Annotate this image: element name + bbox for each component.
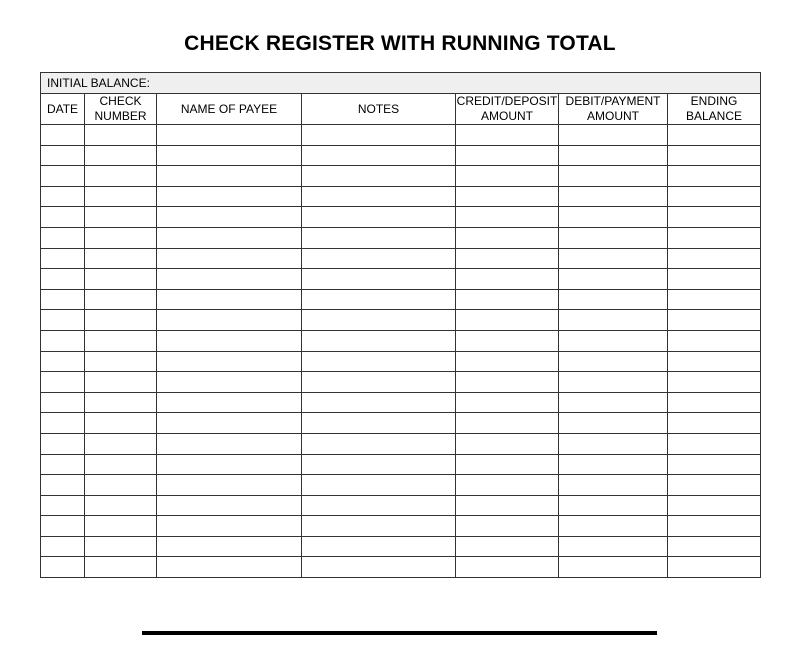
debit-cell[interactable] bbox=[559, 289, 668, 310]
table-row bbox=[41, 475, 761, 496]
notes-cell[interactable] bbox=[302, 207, 456, 228]
payee-cell[interactable] bbox=[157, 351, 302, 372]
table-row bbox=[41, 269, 761, 290]
column-header-name-of-payee bbox=[157, 94, 302, 125]
date-cell[interactable] bbox=[41, 125, 85, 146]
debit-cell[interactable] bbox=[559, 413, 668, 434]
payee-cell[interactable] bbox=[157, 330, 302, 351]
table-row bbox=[41, 433, 761, 454]
credit-cell[interactable] bbox=[456, 330, 559, 351]
column-header-line2: NUMBER bbox=[94, 109, 147, 123]
column-header-check-number bbox=[85, 94, 157, 125]
column-header-line1: CHECK bbox=[99, 94, 142, 108]
debit-cell[interactable] bbox=[559, 516, 668, 537]
ending-balance-cell[interactable] bbox=[668, 166, 761, 187]
check-number-cell[interactable] bbox=[85, 475, 157, 496]
date-cell[interactable] bbox=[41, 495, 85, 516]
notes-cell[interactable] bbox=[302, 145, 456, 166]
credit-cell[interactable] bbox=[456, 475, 559, 496]
column-header-line1: CREDIT/DEPOSIT bbox=[456, 94, 558, 108]
debit-cell[interactable] bbox=[559, 269, 668, 290]
table-row bbox=[41, 495, 761, 516]
check-number-cell[interactable] bbox=[85, 392, 157, 413]
debit-cell[interactable] bbox=[559, 310, 668, 331]
notes-cell[interactable] bbox=[302, 372, 456, 393]
column-header-line2: AMOUNT bbox=[587, 109, 639, 123]
check-number-cell[interactable] bbox=[85, 269, 157, 290]
notes-cell[interactable] bbox=[302, 166, 456, 187]
ending-balance-cell[interactable] bbox=[668, 330, 761, 351]
date-cell[interactable] bbox=[41, 433, 85, 454]
payee-cell[interactable] bbox=[157, 475, 302, 496]
debit-cell[interactable] bbox=[559, 351, 668, 372]
table-row bbox=[41, 413, 761, 434]
column-header-notes bbox=[302, 94, 456, 125]
notes-cell[interactable] bbox=[302, 351, 456, 372]
date-cell[interactable] bbox=[41, 536, 85, 557]
check-number-cell[interactable] bbox=[85, 145, 157, 166]
check-number-cell[interactable] bbox=[85, 413, 157, 434]
payee-cell[interactable] bbox=[157, 125, 302, 146]
date-cell[interactable] bbox=[41, 351, 85, 372]
ending-balance-cell[interactable] bbox=[668, 186, 761, 207]
date-cell[interactable] bbox=[41, 475, 85, 496]
notes-cell[interactable] bbox=[302, 495, 456, 516]
payee-cell[interactable] bbox=[157, 495, 302, 516]
notes-cell[interactable] bbox=[302, 557, 456, 578]
debit-cell[interactable] bbox=[559, 207, 668, 228]
initial-balance-row bbox=[41, 73, 761, 94]
date-cell[interactable] bbox=[41, 227, 85, 248]
check-number-cell[interactable] bbox=[85, 372, 157, 393]
column-header-row bbox=[41, 94, 761, 125]
table-row bbox=[41, 557, 761, 578]
debit-cell[interactable] bbox=[559, 557, 668, 578]
credit-cell[interactable] bbox=[456, 372, 559, 393]
check-number-cell[interactable] bbox=[85, 495, 157, 516]
column-header-line1: ENDING bbox=[690, 94, 738, 108]
check-number-cell[interactable] bbox=[85, 330, 157, 351]
date-cell[interactable] bbox=[41, 269, 85, 290]
payee-cell[interactable] bbox=[157, 433, 302, 454]
register-body bbox=[41, 125, 761, 578]
debit-cell[interactable] bbox=[559, 536, 668, 557]
table-row bbox=[41, 372, 761, 393]
check-number-cell[interactable] bbox=[85, 125, 157, 146]
payee-cell[interactable] bbox=[157, 310, 302, 331]
table-row bbox=[41, 351, 761, 372]
payee-cell[interactable] bbox=[157, 557, 302, 578]
table-row bbox=[41, 166, 761, 187]
credit-cell[interactable] bbox=[456, 269, 559, 290]
ending-balance-cell[interactable] bbox=[668, 351, 761, 372]
notes-cell[interactable] bbox=[302, 125, 456, 146]
column-header-ending-balance bbox=[668, 94, 761, 125]
ending-balance-cell[interactable] bbox=[668, 475, 761, 496]
date-cell[interactable] bbox=[41, 330, 85, 351]
debit-cell[interactable] bbox=[559, 145, 668, 166]
payee-cell[interactable] bbox=[157, 289, 302, 310]
debit-cell[interactable] bbox=[559, 433, 668, 454]
payee-cell[interactable] bbox=[157, 454, 302, 475]
date-cell[interactable] bbox=[41, 454, 85, 475]
table-row bbox=[41, 186, 761, 207]
table-row bbox=[41, 516, 761, 537]
debit-cell[interactable] bbox=[559, 166, 668, 187]
column-header-line1: DEBIT/PAYMENT bbox=[565, 94, 661, 108]
payee-cell[interactable] bbox=[157, 166, 302, 187]
payee-cell[interactable] bbox=[157, 248, 302, 269]
table-row bbox=[41, 227, 761, 248]
check-number-cell[interactable] bbox=[85, 310, 157, 331]
payee-cell[interactable] bbox=[157, 227, 302, 248]
credit-cell[interactable] bbox=[456, 536, 559, 557]
ending-balance-cell[interactable] bbox=[668, 392, 761, 413]
page-title: CHECK REGISTER WITH RUNNING TOTAL bbox=[184, 32, 616, 55]
credit-cell[interactable] bbox=[456, 186, 559, 207]
ending-balance-cell[interactable] bbox=[668, 125, 761, 146]
table-row bbox=[41, 454, 761, 475]
notes-cell[interactable] bbox=[302, 413, 456, 434]
ending-balance-cell[interactable] bbox=[668, 557, 761, 578]
table-row bbox=[41, 125, 761, 146]
date-cell[interactable] bbox=[41, 392, 85, 413]
table-row bbox=[41, 536, 761, 557]
notes-cell[interactable] bbox=[302, 330, 456, 351]
debit-cell[interactable] bbox=[559, 186, 668, 207]
credit-cell[interactable] bbox=[456, 145, 559, 166]
notes-cell[interactable] bbox=[302, 392, 456, 413]
check-number-cell[interactable] bbox=[85, 227, 157, 248]
check-number-cell[interactable] bbox=[85, 207, 157, 228]
credit-cell[interactable] bbox=[456, 310, 559, 331]
date-cell[interactable] bbox=[41, 248, 85, 269]
debit-cell[interactable] bbox=[559, 495, 668, 516]
column-header-date bbox=[41, 94, 85, 125]
date-cell[interactable] bbox=[41, 557, 85, 578]
column-header-credit-deposit-amount bbox=[456, 94, 559, 125]
ending-balance-cell[interactable] bbox=[668, 413, 761, 434]
credit-cell[interactable] bbox=[456, 289, 559, 310]
date-cell[interactable] bbox=[41, 186, 85, 207]
ending-balance-cell[interactable] bbox=[668, 207, 761, 228]
date-cell[interactable] bbox=[41, 145, 85, 166]
payee-cell[interactable] bbox=[157, 269, 302, 290]
credit-cell[interactable] bbox=[456, 248, 559, 269]
column-header-line1: NAME OF PAYEE bbox=[180, 101, 278, 116]
ending-balance-cell[interactable] bbox=[668, 372, 761, 393]
date-cell[interactable] bbox=[41, 310, 85, 331]
debit-cell[interactable] bbox=[559, 125, 668, 146]
table-row bbox=[41, 289, 761, 310]
payee-cell[interactable] bbox=[157, 536, 302, 557]
notes-cell[interactable] bbox=[302, 433, 456, 454]
ending-balance-cell[interactable] bbox=[668, 145, 761, 166]
notes-cell[interactable] bbox=[302, 536, 456, 557]
column-header-line1: NOTES bbox=[357, 101, 400, 116]
notes-cell[interactable] bbox=[302, 310, 456, 331]
ending-balance-cell[interactable] bbox=[668, 269, 761, 290]
ending-balance-cell[interactable] bbox=[668, 310, 761, 331]
initial-balance-label[interactable]: INITIAL BALANCE: bbox=[41, 73, 761, 94]
ending-balance-cell[interactable] bbox=[668, 248, 761, 269]
payee-cell[interactable] bbox=[157, 207, 302, 228]
notes-cell[interactable] bbox=[302, 516, 456, 537]
check-register-table bbox=[40, 72, 761, 578]
credit-cell[interactable] bbox=[456, 125, 559, 146]
signature-line bbox=[142, 631, 657, 635]
payee-cell[interactable] bbox=[157, 186, 302, 207]
credit-cell[interactable] bbox=[456, 351, 559, 372]
table-row bbox=[41, 145, 761, 166]
debit-cell[interactable] bbox=[559, 475, 668, 496]
ending-balance-cell[interactable] bbox=[668, 454, 761, 475]
credit-cell[interactable] bbox=[456, 392, 559, 413]
ending-balance-cell[interactable] bbox=[668, 495, 761, 516]
notes-cell[interactable] bbox=[302, 454, 456, 475]
notes-cell[interactable] bbox=[302, 289, 456, 310]
check-number-cell[interactable] bbox=[85, 516, 157, 537]
debit-cell[interactable] bbox=[559, 392, 668, 413]
notes-cell[interactable] bbox=[302, 475, 456, 496]
table-row bbox=[41, 207, 761, 228]
credit-cell[interactable] bbox=[456, 207, 559, 228]
ending-balance-cell[interactable] bbox=[668, 433, 761, 454]
check-number-cell[interactable] bbox=[85, 433, 157, 454]
check-number-cell[interactable] bbox=[85, 186, 157, 207]
payee-cell[interactable] bbox=[157, 392, 302, 413]
notes-cell[interactable] bbox=[302, 269, 456, 290]
credit-cell[interactable] bbox=[456, 166, 559, 187]
check-number-cell[interactable] bbox=[85, 454, 157, 475]
column-header-debit-payment-amount bbox=[559, 94, 668, 125]
check-number-cell[interactable] bbox=[85, 536, 157, 557]
credit-cell[interactable] bbox=[456, 433, 559, 454]
ending-balance-cell[interactable] bbox=[668, 227, 761, 248]
notes-cell[interactable] bbox=[302, 186, 456, 207]
date-cell[interactable] bbox=[41, 516, 85, 537]
table-row bbox=[41, 330, 761, 351]
check-number-cell[interactable] bbox=[85, 166, 157, 187]
table-row bbox=[41, 392, 761, 413]
column-header-line2: BALANCE bbox=[685, 109, 743, 123]
credit-cell[interactable] bbox=[456, 516, 559, 537]
check-number-cell[interactable] bbox=[85, 557, 157, 578]
ending-balance-cell[interactable] bbox=[668, 516, 761, 537]
notes-cell[interactable] bbox=[302, 227, 456, 248]
debit-cell[interactable] bbox=[559, 330, 668, 351]
credit-cell[interactable] bbox=[456, 227, 559, 248]
payee-cell[interactable] bbox=[157, 145, 302, 166]
notes-cell[interactable] bbox=[302, 248, 456, 269]
check-number-cell[interactable] bbox=[85, 351, 157, 372]
table-row bbox=[41, 310, 761, 331]
column-header-line2: AMOUNT bbox=[481, 109, 533, 123]
ending-balance-cell[interactable] bbox=[668, 289, 761, 310]
credit-cell[interactable] bbox=[456, 454, 559, 475]
credit-cell[interactable] bbox=[456, 557, 559, 578]
date-cell[interactable] bbox=[41, 207, 85, 228]
credit-cell[interactable] bbox=[456, 495, 559, 516]
debit-cell[interactable] bbox=[559, 248, 668, 269]
debit-cell[interactable] bbox=[559, 227, 668, 248]
debit-cell[interactable] bbox=[559, 372, 668, 393]
payee-cell[interactable] bbox=[157, 413, 302, 434]
date-cell[interactable] bbox=[41, 413, 85, 434]
ending-balance-cell[interactable] bbox=[668, 536, 761, 557]
table-row bbox=[41, 248, 761, 269]
credit-cell[interactable] bbox=[456, 413, 559, 434]
date-cell[interactable] bbox=[41, 372, 85, 393]
date-cell[interactable] bbox=[41, 289, 85, 310]
date-cell[interactable] bbox=[41, 166, 85, 187]
column-header-line1: DATE bbox=[46, 101, 79, 116]
payee-cell[interactable] bbox=[157, 516, 302, 537]
payee-cell[interactable] bbox=[157, 372, 302, 393]
check-number-cell[interactable] bbox=[85, 289, 157, 310]
check-number-cell[interactable] bbox=[85, 248, 157, 269]
debit-cell[interactable] bbox=[559, 454, 668, 475]
